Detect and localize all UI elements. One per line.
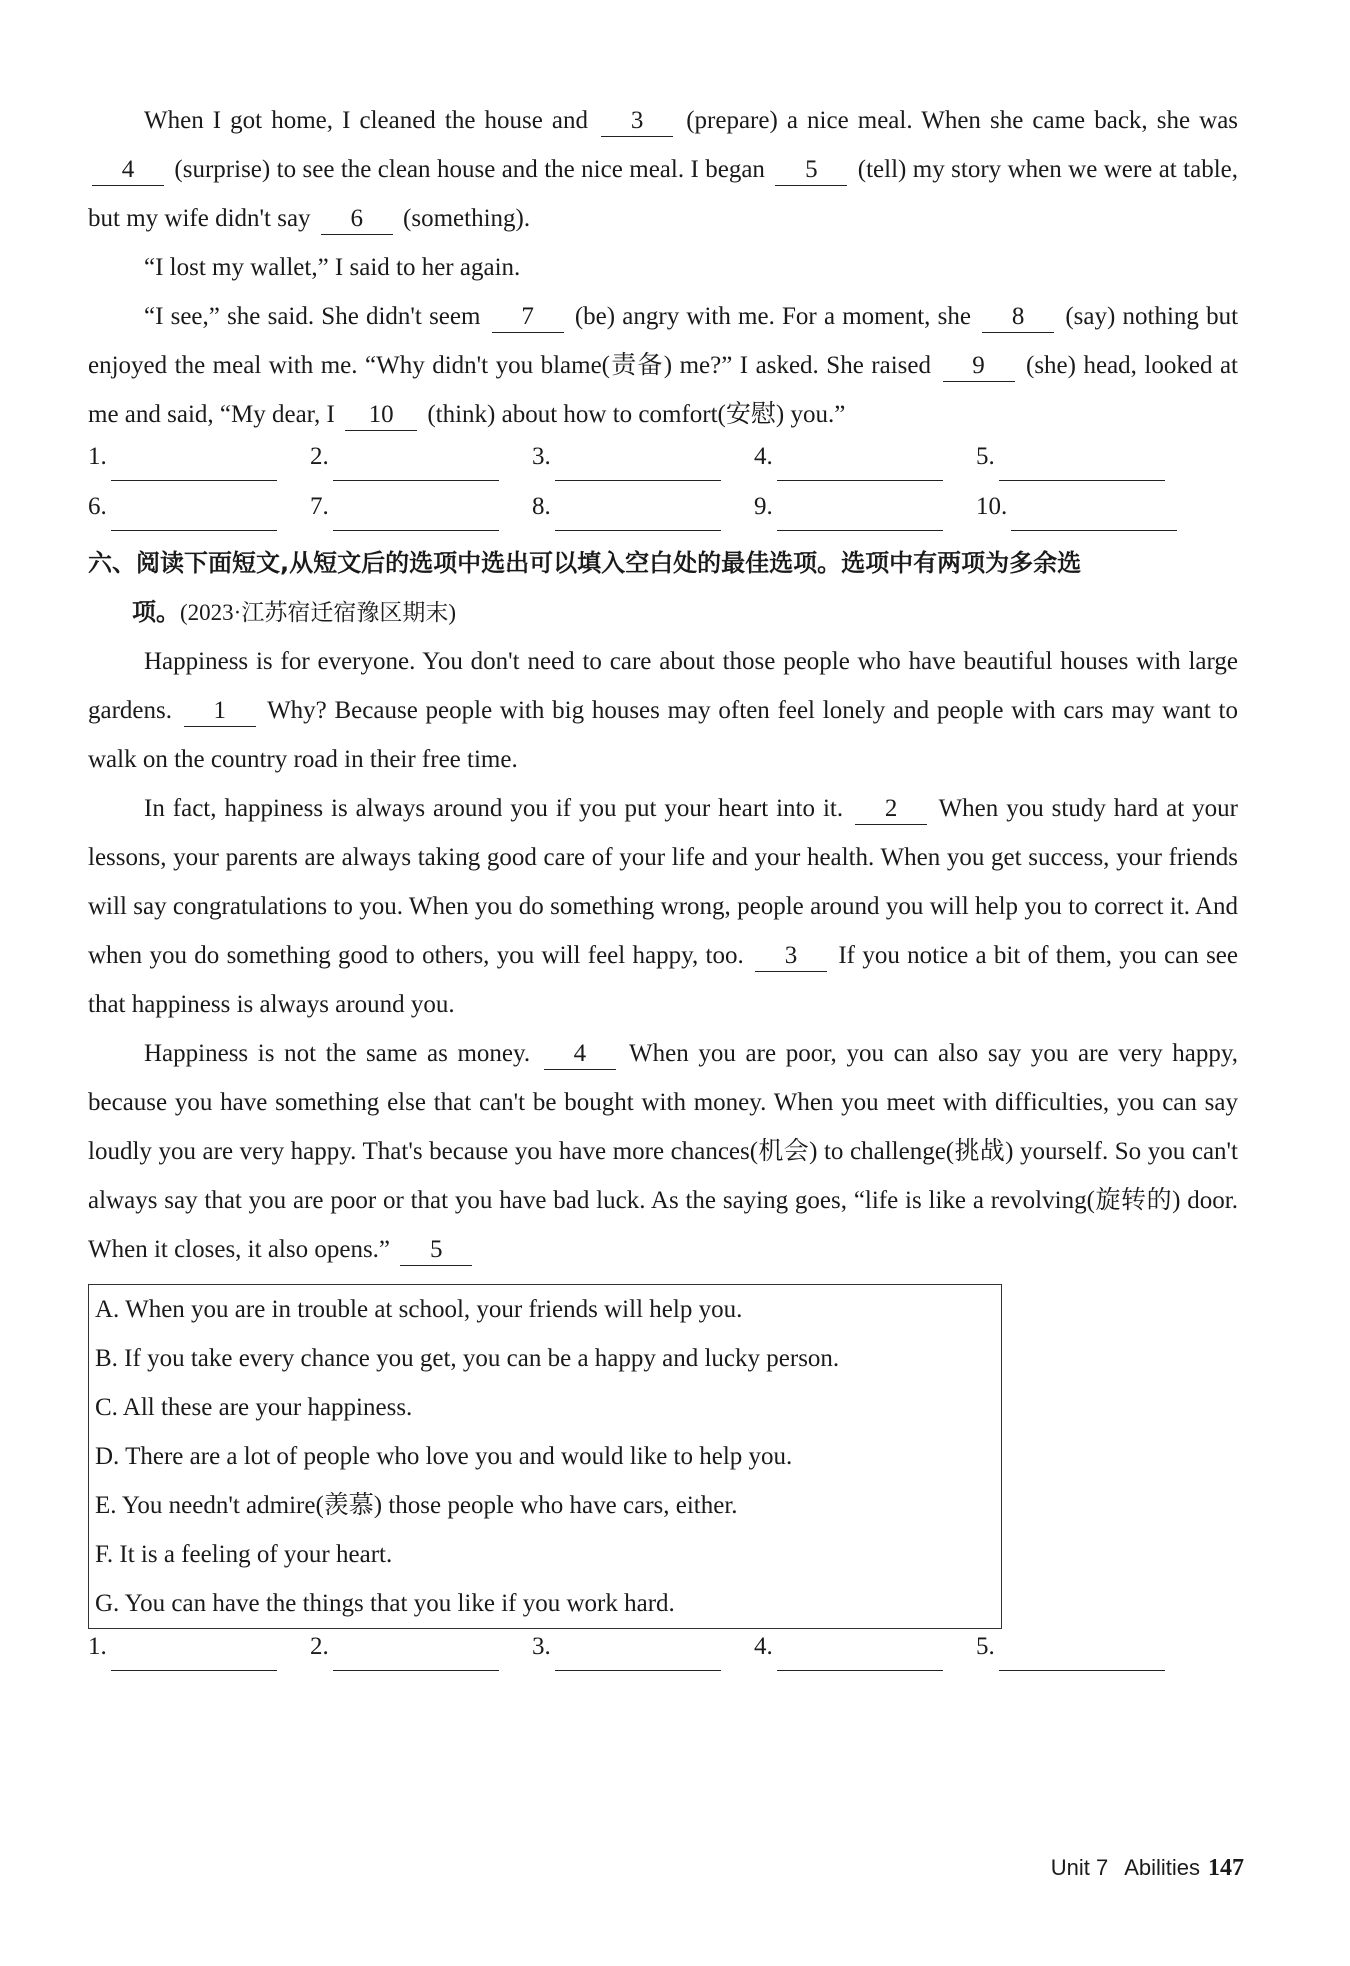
answer-slot xyxy=(310,432,532,489)
section6-paragraph2 xyxy=(88,784,1238,1029)
answer-number: 5. xyxy=(976,1633,995,1660)
text: Happiness is not the same as money. xyxy=(144,1040,531,1067)
answer-slot xyxy=(754,432,976,489)
answer-number: 1. xyxy=(88,1633,107,1660)
text: When you study hard at your lessons, your parents are always taking good care of your life and your health. When you get success, your friends will say congratulations to you. When you do something wrong, people around you will help you to correct it. And when you do something good to others, you will feel happy, too. xyxy=(88,795,1239,969)
section6-source: (2023·江苏宿迁宿豫区期末) xyxy=(180,600,456,625)
answer-slot xyxy=(754,1622,976,1679)
answer-slot xyxy=(976,432,1198,489)
answer-line[interactable] xyxy=(555,1646,721,1671)
answer-line[interactable] xyxy=(777,456,943,481)
blank-3: 3 xyxy=(755,941,827,972)
passage1-paragraph1 xyxy=(88,96,1238,243)
answer-number: 8. xyxy=(532,493,551,520)
answer-line[interactable] xyxy=(111,1646,277,1671)
blank-5: 5 xyxy=(775,155,847,186)
text: Happiness is for everyone. You don't need to care about those people who have beautiful houses with large gardens. xyxy=(88,648,1238,724)
answer-slot xyxy=(754,482,976,539)
answer-number: 9. xyxy=(754,493,773,520)
text: Why? Because people with big houses may often feel lonely and people with cars may want to walk on the country road in their free time. xyxy=(88,697,1238,773)
text: “I see,” she said. She didn't seem xyxy=(144,303,481,330)
blank-2: 2 xyxy=(855,794,927,825)
text: When you are poor, you can also say you are very happy, because you have something else that can't be bought with money. When you meet with difficulties, you can say loudly you are very happy. That's because you have more chances(机会) to challenge(挑战) yourself. So you can't always say that you are poor or that you have bad luck. As the saying goes, “life is like a revolving(旋转的) door. When it closes, it also opens.” xyxy=(88,1040,1239,1263)
answer-line[interactable] xyxy=(555,456,721,481)
answer-line[interactable] xyxy=(333,456,499,481)
answer-line[interactable] xyxy=(111,506,277,531)
answer-number: 4. xyxy=(754,1633,773,1660)
answer-slot xyxy=(532,1622,754,1679)
option-e: E. You needn't admire(羡慕) those people who have cars, either. xyxy=(95,1492,738,1519)
text: When I got home, I cleaned the house and xyxy=(144,107,589,134)
passage1-paragraph3 xyxy=(88,292,1238,439)
answer-slot xyxy=(310,482,532,539)
blank-3: 3 xyxy=(601,106,673,137)
blank-4: 4 xyxy=(544,1039,616,1070)
section6-title-line2 xyxy=(88,588,1238,637)
answer-line[interactable] xyxy=(999,456,1165,481)
text: (be) angry with me. For a moment, she xyxy=(574,303,971,330)
blank-6: 6 xyxy=(321,204,393,235)
answer-slot xyxy=(532,432,754,489)
answer-slot xyxy=(532,482,754,539)
answer-line[interactable] xyxy=(111,456,277,481)
answer-number: 2. xyxy=(310,443,329,470)
section6-title-line1: 六、阅读下面短文,从短文后的选项中选出可以填入空白处的最佳选项。选项中有两项为多余选 xyxy=(88,549,1082,577)
answer-number: 6. xyxy=(88,493,107,520)
text: (prepare) a nice meal. When she came back, she was xyxy=(686,107,1239,134)
answer-slot xyxy=(88,482,310,539)
options-box xyxy=(88,1284,1002,1629)
answer-number: 4. xyxy=(754,443,773,470)
option-d: D. There are a lot of people who love you and would like to help you. xyxy=(95,1443,793,1470)
blank-10: 10 xyxy=(345,400,417,431)
blank-9: 9 xyxy=(943,351,1015,382)
answer-slot xyxy=(310,1622,532,1679)
answer-line[interactable] xyxy=(333,506,499,531)
page-footer xyxy=(1051,1855,1244,1882)
page-number: 147 xyxy=(1208,1855,1244,1881)
answer-number: 1. xyxy=(88,443,107,470)
blank-1: 1 xyxy=(184,696,256,727)
answer-row-2 xyxy=(88,489,1238,539)
page-content xyxy=(88,96,1238,1679)
text: (say) nothing but enjoyed the meal with me. “Why didn't you blame(责备) me?” I asked. She raised xyxy=(88,303,1239,379)
blank-8: 8 xyxy=(982,302,1054,333)
answer-number: 2. xyxy=(310,1633,329,1660)
option-f: F. It is a feeling of your heart. xyxy=(95,1541,393,1568)
text: If you notice a bit of them, you can see that happiness is always around you. xyxy=(88,942,1239,1018)
answer-line[interactable] xyxy=(777,1646,943,1671)
answer-number: 7. xyxy=(310,493,329,520)
answer-row-section6 xyxy=(88,1629,1238,1679)
section6-paragraph3 xyxy=(88,1029,1238,1274)
answer-number: 10. xyxy=(976,493,1008,520)
section6-title-cont: 项。 xyxy=(132,598,180,626)
blank-4: 4 xyxy=(92,155,164,186)
answer-slot xyxy=(88,432,310,489)
answer-line[interactable] xyxy=(555,506,721,531)
answer-number: 3. xyxy=(532,1633,551,1660)
text: (she) head, looked at me and said, “My dear, I xyxy=(88,352,1238,428)
option-b: B. If you take every chance you get, you can be a happy and lucky person. xyxy=(95,1345,840,1372)
text: (tell) my story when we were at table, but my wife didn't say xyxy=(88,156,1238,232)
section6-paragraph1 xyxy=(88,637,1238,784)
blank-7: 7 xyxy=(492,302,564,333)
answer-line[interactable] xyxy=(1011,506,1177,531)
option-a: A. When you are in trouble at school, your friends will help you. xyxy=(95,1296,743,1323)
answer-line[interactable] xyxy=(999,1646,1165,1671)
text: (something). xyxy=(403,205,531,232)
answer-number: 5. xyxy=(976,443,995,470)
option-g: G. You can have the things that you like if you work hard. xyxy=(95,1590,675,1617)
footer-unit: Unit 7 xyxy=(1050,1855,1109,1880)
answer-line[interactable] xyxy=(777,506,943,531)
answer-number: 3. xyxy=(532,443,551,470)
option-c: C. All these are your happiness. xyxy=(95,1394,413,1421)
passage1-paragraph2: “I lost my wallet,” I said to her again. xyxy=(144,254,521,281)
answer-line[interactable] xyxy=(333,1646,499,1671)
text: (think) about how to comfort(安慰) you.” xyxy=(427,401,846,428)
answer-slot xyxy=(88,1622,310,1679)
answer-slot xyxy=(976,482,1198,539)
answer-slot xyxy=(976,1622,1198,1679)
text: (surprise) to see the clean house and the nice meal. I began xyxy=(174,156,765,183)
blank-5: 5 xyxy=(400,1235,472,1266)
section6-title xyxy=(88,539,1238,637)
text: In fact, happiness is always around you if you put your heart into it. xyxy=(144,795,844,822)
footer-unit-title: Abilities xyxy=(1124,1855,1200,1880)
